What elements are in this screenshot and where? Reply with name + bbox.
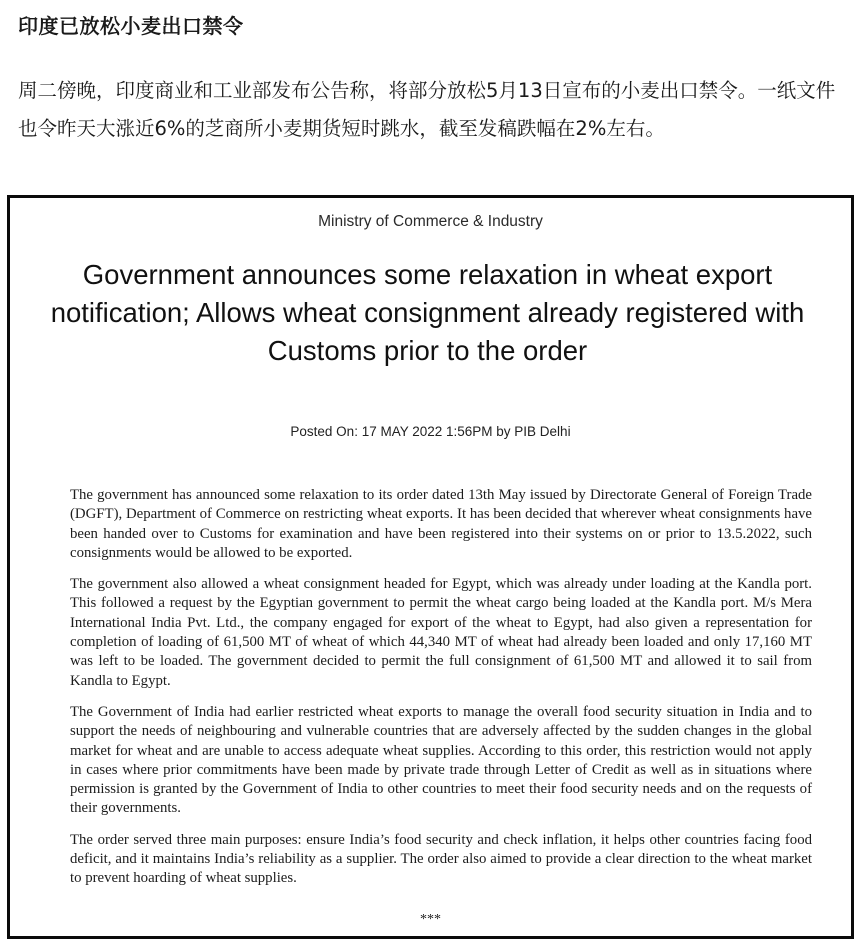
body-paragraph: The Government of India had earlier restricted wheat exports to manage the overall food security situation in India and to support the needs of neighbouring and vulnerable countries that are adversely affected by the sudden changes in the global market for wheat and are unable to access adequate wheat supplies. According to this order, this restriction would not apply in cases where prior commitments have been made by private trade through Letter of Credit as well as in situations where permission is granted by the Government of India to other countries to meet their food security needs and on the requests of their governments. [70,703,812,817]
body-paragraph: The government also allowed a wheat consignment headed for Egypt, which was already under loading at the Kandla port. This followed a request by the Egyptian government to permit the wheat cargo being loaded at the Kandla port. M/s Mera International India Pvt. Ltd., the company engaged for export of the wheat to Egypt, had also given a representation for completion of loading of 61,500 MT of wheat of which 44,340 MT of wheat had already been loaded and only 17,160 MT was left to be loaded. The government decided to permit the full consignment of 61,500 MT and allowed it to sail from Kandla to Egypt. [70,576,812,689]
end-mark: *** [420,912,441,927]
body-paragraph: The government has announced some relaxation to its order dated 13th May issued by Directorate General of Foreign Trade (DGFT), Department of Commerce on restricting wheat exports. It has been decided that wherever wheat consignments have been handed over to Customs for examination and have been registered into their systems on or prior to 13.5.2022, such consignments would be allowed to be exported. [70,487,812,561]
article-intro: 周二傍晚，印度商业和工业部发布公告称，将部分放松5月13日宣布的小麦出口禁令。一纸文件也令昨天大涨近6%的芝商所小麦期货短时跳水，截至发稿跌幅在2%左右。 [18,79,836,140]
posted-info: Posted On: 17 MAY 2022 1:56PM by PIB Delhi [290,424,571,439]
press-release-body [70,486,812,901]
article-headline: 印度已放松小麦出口禁令 [18,14,244,38]
body-paragraph: The order served three main purposes: ensure India’s food security and check inflation, it helps other countries facing food deficit, and it maintains India’s reliability as a supplier. The order also aimed to provide a clear direction to the wheat market to prevent hoarding of wheat supplies. [70,831,812,887]
press-release-title: Government announces some relaxation in wheat export notification; Allows wheat consignment already registered with Customs prior to the order [50,259,805,366]
press-release-image [7,195,854,939]
ministry-name: Ministry of Commerce & Industry [318,213,543,230]
